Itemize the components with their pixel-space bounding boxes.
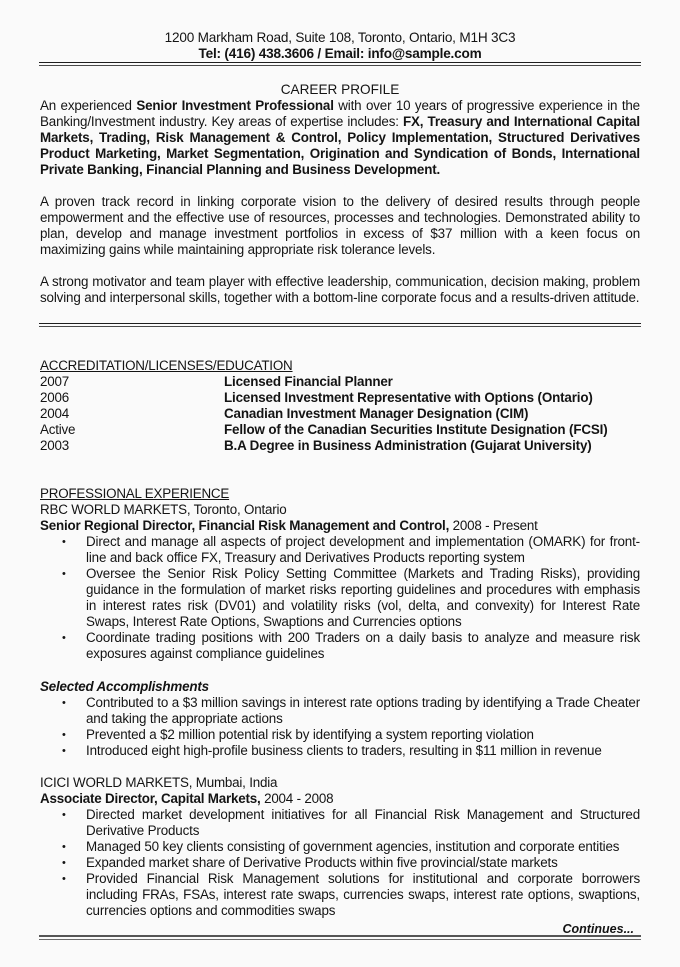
profile-divider — [39, 323, 641, 327]
list-item — [40, 695, 640, 727]
profile-title-emphasis: Senior Investment Professional — [136, 98, 334, 113]
accomplishments-list — [40, 695, 640, 759]
accomplishment-text: Introduced eight high-profile business clients to traders, resulting in $11 million in revenue — [86, 743, 602, 758]
bullet-icon: • — [62, 536, 66, 548]
role-icici — [40, 791, 333, 807]
profile-expertise-emphasis: FX, Treasury and International Capital Markets, Trading, Risk Management & Control, Policy Implementation, Structured Derivatives Product Marketing, Market Segmentation, Origination and Syndication of Bonds, International Private Banking, Financial Planning and Business Development. — [40, 114, 640, 177]
duty-text: Direct and manage all aspects of project development and implementation (OMARK) for front-line and back office FX, Treasury and Derivatives Products reporting system — [86, 534, 640, 565]
bullet-icon: • — [62, 568, 66, 580]
accreditation-row — [40, 438, 640, 454]
accreditation-year: 2007 — [40, 374, 69, 389]
bullet-icon: • — [62, 697, 66, 709]
duty-text: Provided Financial Risk Management solutions for institutional and corporate borrowers including FRAs, FSAs, interest rate swaps, currencies swaps, interest rate options, swaptions, currencies options and commodities swaps — [86, 871, 640, 918]
accreditation-row — [40, 406, 640, 422]
employer-rbc: RBC WORLD MARKETS, Toronto, Ontario — [40, 502, 287, 517]
accomplishments-heading: Selected Accomplishments — [40, 679, 209, 694]
accomplishment-text: Contributed to a $3 million savings in interest rate options trading by identifying a Trade Cheater and taking the appropriate actions — [86, 695, 640, 726]
header-address: 1200 Markham Road, Suite 108, Toronto, Ontario, M1H 3C3 — [164, 30, 516, 45]
accreditation-row — [40, 422, 640, 438]
header-contact: Tel: (416) 438.3606 / Email: info@sample.com — [198, 46, 482, 61]
career-profile-title: CAREER PROFILE — [280, 82, 400, 97]
duty-text: Oversee the Senior Risk Policy Setting Committee (Markets and Trading Risks), providing guidance in the formulation of market risks reporting guidelines and procedures with emphasis in interest rates risk (DV01) and volatility risks (vol, delta, and convexity) for Interest Rate Swaps, Interest Rate Options, Swaptions and Currencies options — [86, 566, 640, 629]
accreditation-heading: ACCREDITATION/LICENSES/EDUCATION — [40, 358, 293, 373]
bullet-icon: • — [62, 841, 66, 853]
duty-text: Directed market development initiatives for all Financial Risk Management and Structured Derivative Products — [86, 807, 640, 838]
role-rbc — [40, 518, 538, 534]
bullet-icon: • — [62, 873, 66, 885]
accreditation-title: Fellow of the Canadian Securities Institute Designation (FCSI) — [224, 422, 608, 437]
accreditation-row — [40, 374, 640, 390]
continues-note: Continues... — [562, 922, 634, 936]
career-profile-paragraph-1 — [40, 98, 640, 178]
list-item — [40, 566, 640, 630]
bullet-icon: • — [62, 632, 66, 644]
list-item — [40, 534, 640, 566]
list-item — [40, 727, 640, 743]
accreditation-title: Canadian Investment Manager Designation (CIM) — [224, 406, 529, 421]
bullet-icon: • — [62, 857, 66, 869]
accreditation-year: 2006 — [40, 390, 69, 405]
career-profile-paragraph-2: A proven track record in linking corporate vision to the delivery of desired results through people empowerment and the effective use of resources, processes and technologies. Demonstrated ability to plan, develop and manage investment portfolios in excess of $37 million with a keen focus on maximizing gains while maintaining appropriate risk tolerance levels. — [40, 194, 640, 257]
bullet-icon: • — [62, 729, 66, 741]
accreditation-row — [40, 390, 640, 406]
list-item — [40, 839, 640, 855]
duty-text: Coordinate trading positions with 200 Traders on a daily basis to analyze and measure risk exposures against compliance guidelines — [86, 630, 640, 661]
accreditation-title: B.A Degree in Business Administration (Gujarat University) — [224, 438, 592, 453]
accreditation-year: Active — [40, 422, 76, 437]
header-divider — [39, 62, 641, 66]
role-title: Associate Director, Capital Markets, — [40, 791, 261, 806]
career-profile-paragraph-3: A strong motivator and team player with effective leadership, communication, decision making, problem solving and interpersonal skills, together with a bottom-line corporate focus and a results-driven attitude. — [40, 274, 640, 305]
accreditation-title: Licensed Financial Planner — [224, 374, 393, 389]
list-item — [40, 743, 640, 759]
duty-text: Expanded market share of Derivative Products within five provincial/state markets — [86, 855, 558, 870]
profile-text: An experienced — [40, 98, 137, 113]
profile-text: with over 10 years of progressive experience in the Banking/Investment industry. Key areas of expertise includes: — [40, 98, 640, 129]
accreditation-year: 2003 — [40, 438, 69, 453]
accomplishment-text: Prevented a $2 million potential risk by identifying a system reporting violation — [86, 727, 534, 742]
accreditation-list — [40, 374, 640, 454]
list-item — [40, 871, 640, 919]
accreditation-year: 2004 — [40, 406, 69, 421]
rbc-duties-list — [40, 534, 640, 662]
icici-duties-list — [40, 807, 640, 919]
role-dates: 2004 - 2008 — [260, 791, 334, 806]
employer-icici: ICICI WORLD MARKETS, Mumbai, India — [40, 775, 278, 790]
duty-text: Managed 50 key clients consisting of government agencies, institution and corporate entities — [86, 839, 620, 854]
role-title: Senior Regional Director, Financial Risk Management and Control, — [40, 518, 450, 533]
list-item — [40, 855, 640, 871]
footer-divider — [39, 935, 641, 940]
bullet-icon: • — [62, 745, 66, 757]
list-item — [40, 807, 640, 839]
experience-heading: PROFESSIONAL EXPERIENCE — [40, 486, 230, 501]
bullet-icon: • — [62, 809, 66, 821]
accreditation-title: Licensed Investment Representative with Options (Ontario) — [224, 390, 593, 405]
list-item — [40, 630, 640, 662]
role-dates: 2008 - Present — [449, 518, 538, 533]
